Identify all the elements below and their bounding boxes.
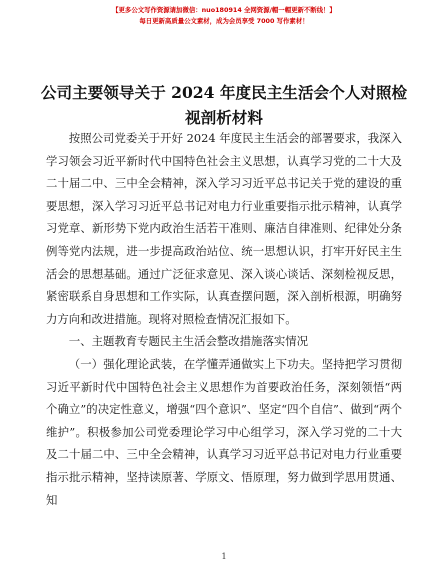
- promo-banner: [0, 5, 448, 27]
- promo-banner-line1: 【更多公文写作资源请加微信：nuo180914 全网资源/帽一帽更新不断线！】: [112, 6, 336, 14]
- intro-paragraph: 按照公司党委关于开好 2024 年度民主生活会的部署要求，我深入学习领会习近平新时代中国特色社会主义思想，认真学习党的二十大及二十届二中、三中全会精神，深入学习习近平总书记关于党的建设的重要思想，深入学习习近平总书记对电力行业重要指示批示精神，认真学习党章、新形势下党内政治生活若干准则、廉洁自律准则、纪律处分条例等党内法规，进一步提高政治站位、统一思想认识，打牢开好民主生活会的思想基础。通过广泛征求意见、深入谈心谈话、深刻检视反思，紧密联系自身思想和工作实际，认真查摆问题，深入剖析根源，明确努力方向和改进措施。现将对照检查情况汇报如下。: [46, 131, 402, 326]
- document-body: [46, 127, 402, 511]
- page-number: 1: [221, 552, 227, 561]
- body-paragraph: （一）强化理论武装，在学懂弄通做实上下功夫。坚持把学习贯彻习近平新时代中国特色社会主义思想作为首要政治任务，深刻领悟“两个确立”的决定性意义，增强“四个意识”、坚定“四个自信”、做到“两个维护”。积极参加公司党委理论学习中心组学习，深入学习党的二十大及二十届二中、三中全会精神，认真学习习近平总书记对电力行业重要指示批示精神，坚持读原著、学原文、悟原理，努力做到学思用贯通、知: [46, 356, 402, 507]
- section-heading: 一、主题教育专题民主生活会整改措施落实情况: [68, 334, 309, 349]
- promo-banner-line2: 每日更新高质量公文素材，成为会员享受 7000 写作素材！: [139, 17, 309, 25]
- document-title: 公司主要领导关于 2024 年度民主生活会个人对照检视剖析材料: [40, 83, 408, 127]
